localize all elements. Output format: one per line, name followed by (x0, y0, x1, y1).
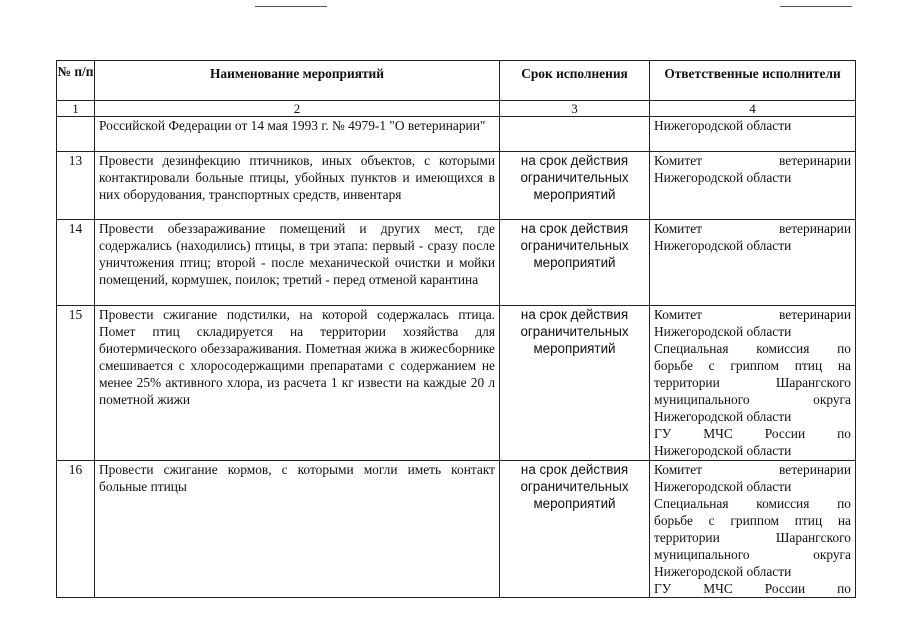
responsible-line: Комитет ветеринарии (654, 221, 851, 236)
column-index: 2 (95, 101, 500, 117)
responsible-line: муниципального округа (654, 392, 851, 407)
row-responsible (650, 117, 856, 152)
responsible-line: Нижегородской области (654, 170, 792, 185)
row-term: на срок действия ограничительных мероприятий (500, 220, 650, 306)
row-term: на срок действия ограничительных мероприятий (500, 461, 650, 598)
responsible-line: территории Шарангского (654, 530, 851, 545)
header-measures: Наименование мероприятий (95, 61, 500, 101)
responsible-line: Специальная комиссия по (654, 496, 851, 511)
responsible-line: муниципального округа (654, 547, 851, 562)
row-number: 13 (57, 152, 95, 220)
responsible-line: Нижегородской области (654, 564, 792, 579)
header-term: Срок исполнения (500, 61, 650, 101)
column-index: 4 (650, 101, 856, 117)
column-index: 1 (57, 101, 95, 117)
table-row (57, 461, 856, 598)
row-number (57, 117, 95, 152)
row-responsible (650, 152, 856, 220)
table-row (57, 220, 856, 306)
row-term (500, 117, 650, 152)
responsible-line: Нижегородской области (654, 324, 792, 339)
responsible-line: борьбе с гриппом птиц на (654, 513, 851, 528)
row-number: 16 (57, 461, 95, 598)
responsible-line: Нижегородской области (654, 238, 792, 253)
row-responsible (650, 461, 856, 598)
row-measure: Провести сжигание кормов, с которыми могли иметь контакт больные птицы (95, 461, 500, 598)
responsible-line: Нижегородской области (654, 118, 792, 133)
responsible-line: ГУ МЧС России по (654, 426, 851, 441)
header-number: № п/п (57, 61, 95, 101)
column-index-row (57, 101, 856, 117)
row-responsible (650, 306, 856, 461)
table-row (57, 117, 856, 152)
row-term: на срок действия ограничительных мероприятий (500, 152, 650, 220)
responsible-line: Комитет ветеринарии (654, 307, 851, 322)
responsible-line: Нижегородской области (654, 443, 792, 458)
responsible-line: территории Шарангского (654, 375, 851, 390)
row-measure: Провести сжигание подстилки, на которой содержалась птица. Помет птиц складируется на территории хозяйства для биотермического обеззараживания. Пометная жижа в жижесборнике смешивается с хлоросодержащими препаратами с содержанием не менее 25% активного хлора, из расчета 1 кг извести на каждые 20 л пометной жижи (95, 306, 500, 461)
row-measure: Провести дезинфекцию птичников, иных объектов, с которыми контактировали больные птицы, убойных пунктов и имеющихся в них оборудования, транспортных средств, инвентаря (95, 152, 500, 220)
table-row (57, 152, 856, 220)
responsible-line: Нижегородской области (654, 409, 792, 424)
table-header-row (57, 61, 856, 101)
responsible-line: борьбе с гриппом птиц на (654, 358, 851, 373)
row-measure: Российской Федерации от 14 мая 1993 г. № 4979-1 "О ветеринарии" (95, 117, 500, 152)
responsible-line: Нижегородской области (654, 479, 792, 494)
row-term: на срок действия ограничительных мероприятий (500, 306, 650, 461)
responsible-line: ГУ МЧС России по (654, 581, 851, 596)
row-measure: Провести обеззараживание помещений и других мест, где содержались (находились) птицы, в три этапа: первый - сразу после уничтожения птиц; второй - после механической очистки и мойки помещений, кормушек, поилок; третий - перед отменой карантина (95, 220, 500, 306)
top-rule-right (780, 6, 852, 7)
table-row (57, 306, 856, 461)
top-rule-left (255, 6, 327, 7)
header-responsible: Ответственные исполнители (650, 61, 856, 101)
column-index: 3 (500, 101, 650, 117)
row-number: 14 (57, 220, 95, 306)
responsible-line: Специальная комиссия по (654, 341, 851, 356)
row-number: 15 (57, 306, 95, 461)
responsible-line: Комитет ветеринарии (654, 462, 851, 477)
row-responsible (650, 220, 856, 306)
measures-table (56, 60, 856, 598)
responsible-line: Комитет ветеринарии (654, 153, 851, 168)
